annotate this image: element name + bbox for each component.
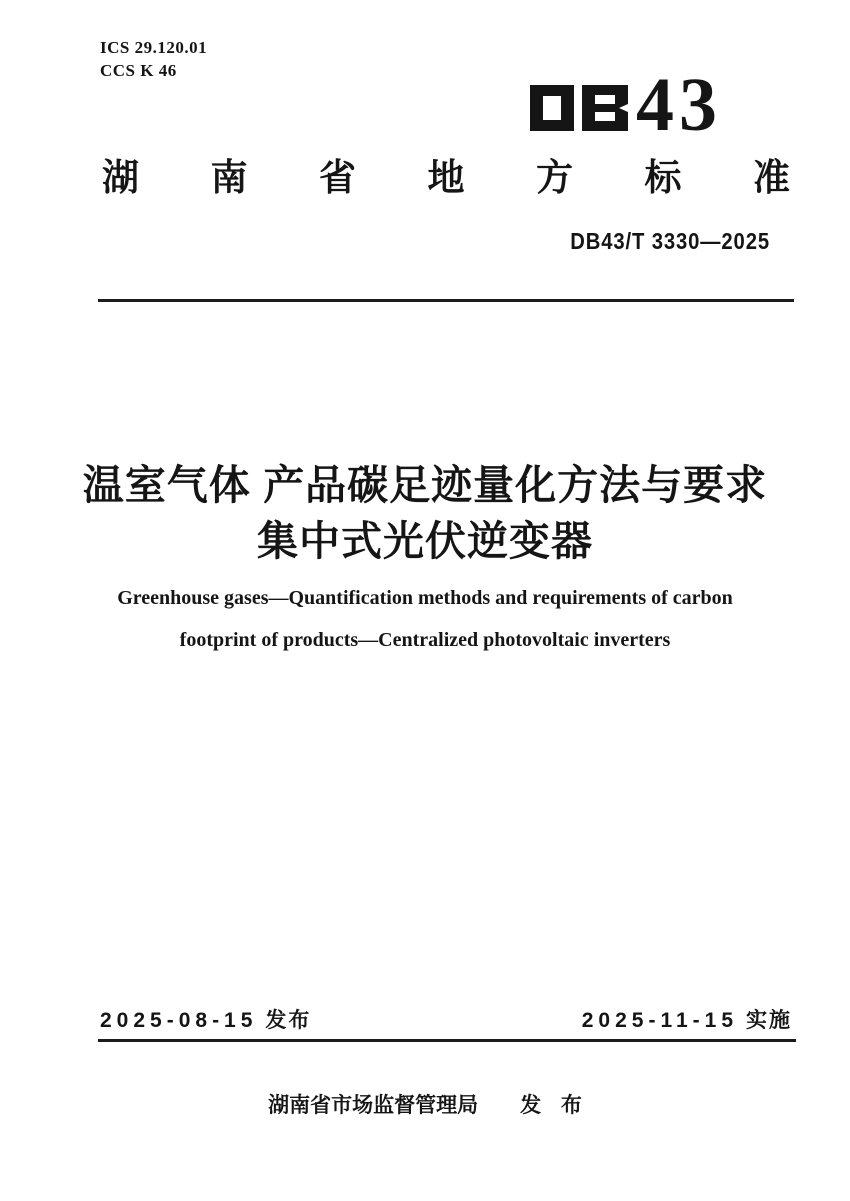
publish-label: 发 布 — [520, 1094, 582, 1117]
standard-type-char: 湖 — [102, 157, 139, 198]
db43-logo — [530, 63, 722, 147]
document-title-en-line2: footprint of products—Centralized photovoltaic inverters — [179, 629, 671, 651]
standard-type-char: 方 — [536, 157, 573, 198]
standard-type-char: 准 — [753, 157, 790, 198]
issue-date: 2025-08-15 — [100, 1009, 258, 1032]
db-logo-region-number: 43 — [636, 63, 722, 147]
document-title-cn — [80, 457, 770, 569]
document-title-en-line1: Greenhouse gases—Quantification methods and requirements of carbon — [117, 587, 733, 609]
standard-type-char: 南 — [210, 157, 248, 198]
classification-codes — [100, 36, 207, 82]
standard-type-char: 省 — [319, 157, 356, 198]
standard-type-char: 标 — [644, 157, 682, 198]
dates-row — [100, 1007, 792, 1035]
ccs-code: CCS K 46 — [100, 61, 177, 80]
db-logo-mark-icon — [530, 85, 628, 131]
document-title-cn-line2: 集中式光伏逆变器 — [257, 518, 593, 564]
footer-divider-rule — [98, 1039, 796, 1042]
header-divider-rule — [98, 299, 794, 302]
issue-date-group — [100, 1007, 311, 1035]
standard-type-char: 地 — [427, 157, 465, 198]
standard-code: DB43/T 3330—2025 — [570, 228, 770, 254]
publisher-name: 湖南省市场监督管理局 — [268, 1094, 479, 1117]
ics-code: ICS 29.120.01 — [100, 38, 208, 57]
implementation-date: 2025-11-15 — [581, 1009, 738, 1032]
document-title-cn-line1: 温室气体 产品碳足迹量化方法与要求 — [82, 462, 768, 508]
standard-type-title — [102, 156, 790, 200]
issue-date-label: 发布 — [265, 1009, 312, 1032]
document-title-en — [80, 577, 770, 661]
publisher-row — [80, 1091, 770, 1121]
implementation-date-label: 实施 — [746, 1009, 792, 1032]
implementation-date-group — [582, 1007, 792, 1035]
